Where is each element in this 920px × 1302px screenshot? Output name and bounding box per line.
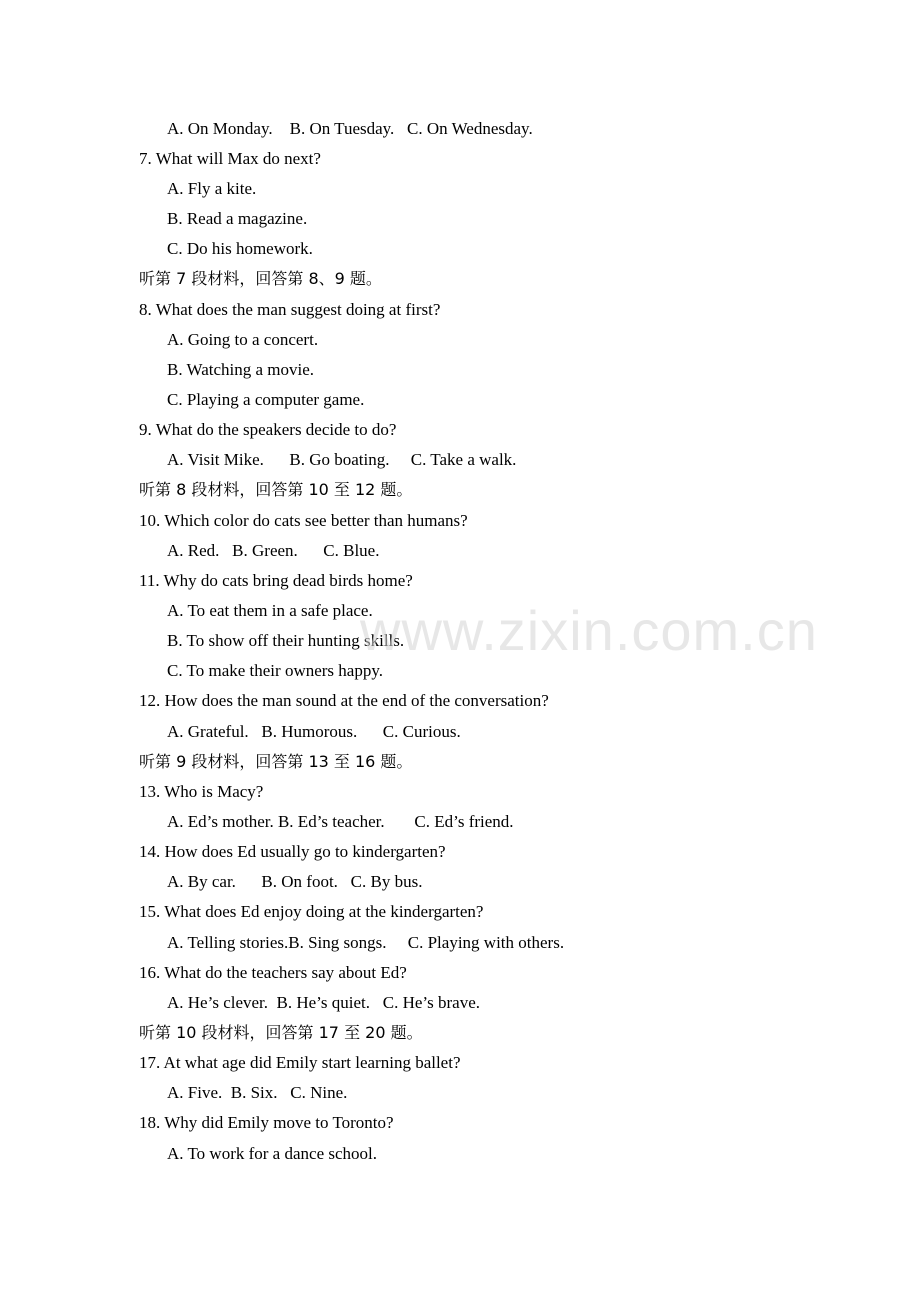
option-line: A. By car. B. On foot. C. By bus. [167, 872, 423, 891]
option-line: A. Fly a kite. [167, 179, 257, 198]
question-line: 16. What do the teachers say about Ed? [139, 963, 407, 982]
watermark: www.zixin.com.cn [360, 599, 818, 662]
option-line: B. Read a magazine. [167, 209, 308, 228]
section-heading: 听第 10 段材料，回答第 17 至 20 题。 [139, 1023, 423, 1042]
option-line: A. Ed’s mother. B. Ed’s teacher. C. Ed’s friend. [167, 812, 514, 831]
question-line: 15. What does Ed enjoy doing at the kindergarten? [139, 902, 484, 921]
option-line: B. Watching a movie. [167, 360, 315, 379]
question-line: 18. Why did Emily move to Toronto? [139, 1113, 394, 1132]
question-line: 13. Who is Macy? [139, 782, 264, 801]
option-line: A. Visit Mike. B. Go boating. C. Take a walk. [167, 450, 517, 469]
question-line: 12. How does the man sound at the end of the conversation? [139, 691, 549, 710]
option-line: A. On Monday. B. On Tuesday. C. On Wednesday. [167, 119, 533, 138]
question-line: 11. Why do cats bring dead birds home? [139, 571, 413, 590]
option-line: A. Five. B. Six. C. Nine. [167, 1083, 348, 1102]
section-heading: 听第 9 段材料，回答第 13 至 16 题。 [139, 752, 413, 771]
option-line: C. Playing a computer game. [167, 390, 365, 409]
option-line: C. Do his homework. [167, 239, 313, 258]
option-line: A. Going to a concert. [167, 330, 319, 349]
question-line: 9. What do the speakers decide to do? [139, 420, 397, 439]
option-line: B. To show off their hunting skills. [167, 631, 405, 650]
question-line: 17. At what age did Emily start learning ballet? [139, 1053, 461, 1072]
question-line: 8. What does the man suggest doing at first? [139, 300, 441, 319]
section-heading: 听第 7 段材料，回答第 8、9 题。 [139, 269, 382, 288]
question-line: 10. Which color do cats see better than humans? [139, 511, 468, 530]
option-line: A. He’s clever. B. He’s quiet. C. He’s brave. [167, 993, 481, 1012]
question-line: 14. How does Ed usually go to kindergarten? [139, 842, 446, 861]
option-line: A. Grateful. B. Humorous. C. Curious. [167, 722, 461, 741]
option-line: A. To eat them in a safe place. [167, 601, 373, 620]
option-line: A. Telling stories.B. Sing songs. C. Playing with others. [167, 933, 565, 952]
section-heading: 听第 8 段材料，回答第 10 至 12 题。 [139, 480, 413, 499]
option-line: C. To make their owners happy. [167, 661, 383, 680]
option-line: A. Red. B. Green. C. Blue. [167, 541, 380, 560]
option-line: A. To work for a dance school. [167, 1144, 377, 1163]
question-line: 7. What will Max do next? [139, 149, 321, 168]
